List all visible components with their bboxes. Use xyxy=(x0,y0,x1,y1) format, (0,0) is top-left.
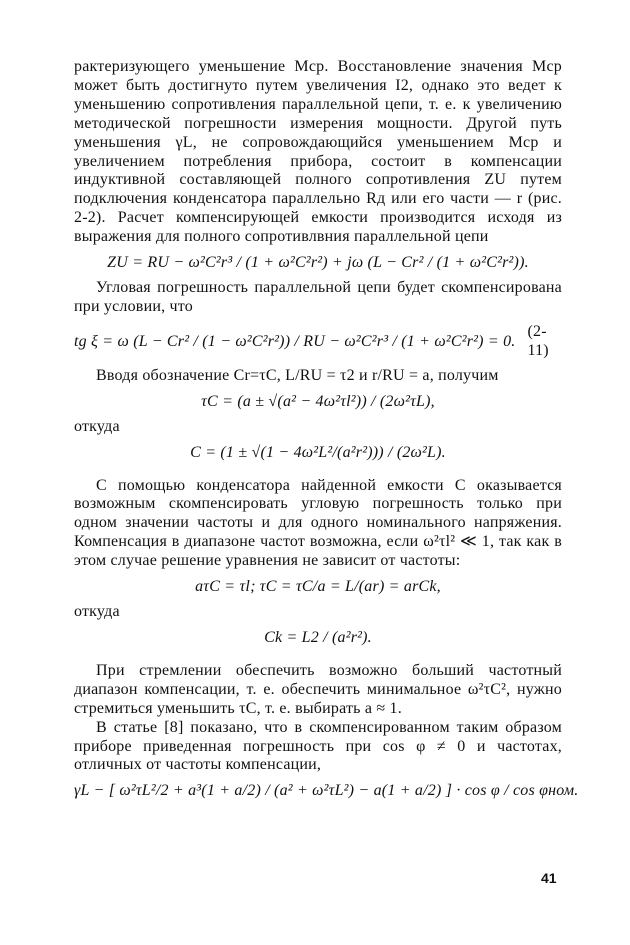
paragraph-1: рактеризующего уменьшение Mср. Восстановление значения Mср может быть достигнуто путем увеличения I2, однако это ведет к уменьшению сопротивления параллельной цепи, т. е. к увеличению методической погрешности измерения мощности. Другой путь уменьшения γL, не сопровождающийся уменьшением Mср и увеличением потребления прибора, состоит в компенсации индуктивной составляющей полного сопротивления ZU путем подключения конденсатора параллельно Rд или его части — r (рис. 2-2). Расчет компенсирующей емкости производится исходя из выражения для полного сопротивлвния параллельной цепи xyxy=(74,58,562,246)
paragraph-4: откуда xyxy=(74,417,120,435)
equation-number: (2-11) xyxy=(527,322,549,359)
equation-zu: ZU = RU − ω²C²r³ / (1 + ω²C²r²) + jω (L − Cr² / (1 + ω²C²r²)). xyxy=(107,254,529,272)
equation-atau: aτC = τl; τC = τC/a = L/(ar) = arCk, xyxy=(195,578,441,596)
equation-ck: Ck = L2 / (a²r²). xyxy=(264,628,372,646)
page-number: 41 xyxy=(541,870,557,886)
equation-gamma: γL − [ ω²τL²/2 + a³(1 + a/2) / (a² + ω²τL²) − a(1 + a/2) ] · cos φ / cos φном. xyxy=(74,782,579,800)
equation-c: C = (1 ± √(1 − 4ω²L²/(a²r²))) / (2ω²L). xyxy=(190,443,446,461)
paragraph-5: С помощью конденсатора найденной емкости C оказывается возможным скомпенсировать угловую погрешность только при одном значении частоты и для одного номинального напряжения. Компенсация в диапазоне частот возможна, если ω²τl² ≪ 1, так как в этом случае решение уравнения не зависит от частоты: xyxy=(74,476,562,570)
paragraph-3: Вводя обозначение Cr=τC, L/RU = τ2 и r/RU = a, получим xyxy=(96,366,499,384)
paragraph-7: При стремлении обеспечить возможно больший частотный диапазон компенсации, т. е. обеспечить минимальное ω²τC², нужно стремиться уменьшить τC, т. е. выбирать a ≈ 1. xyxy=(74,661,562,717)
paragraph-2: Угловая погрешность параллельной цепи будет скомпенсирована при условии, что xyxy=(74,279,562,315)
paragraph-8: В статье [8] показано, что в скомпенсированном таким образом приборе приведенная погрешность при cos φ ≠ 0 и частотах, отличных от частоты компенсации, xyxy=(74,718,562,774)
equation-tauc: τC = (a ± √(a² − 4ω²τl²)) / (2ω²τL), xyxy=(201,392,435,410)
paragraph-6: откуда xyxy=(74,603,120,621)
equation-tg: tg ξ = ω (L − Cr² / (1 − ω²C²r²)) / RU − ω²C²r³ / (1 + ω²C²r²) = 0. xyxy=(74,332,516,350)
equation-row-2-11 xyxy=(74,323,562,361)
page-body xyxy=(74,58,579,807)
